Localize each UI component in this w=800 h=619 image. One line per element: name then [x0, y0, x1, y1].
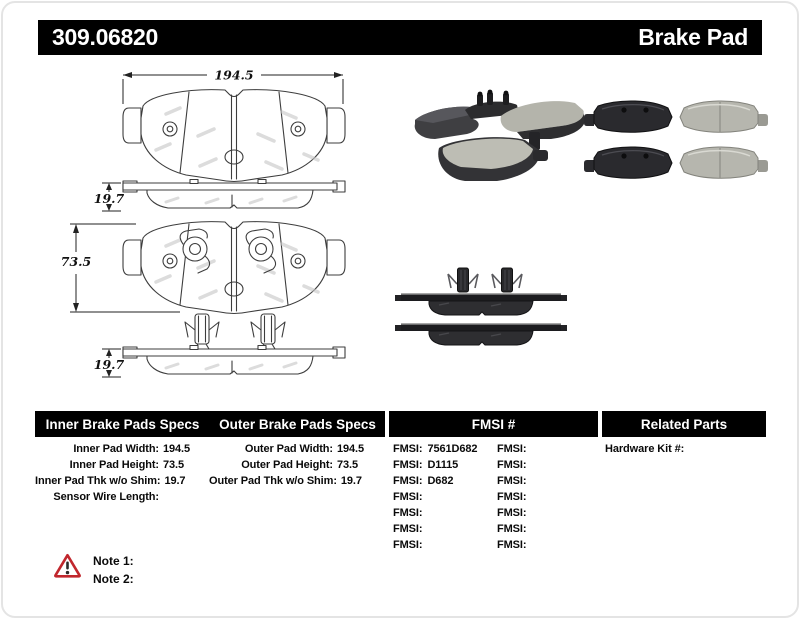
fmsi-label: FMSI:	[497, 443, 527, 455]
table-row	[497, 505, 597, 521]
table-row	[497, 457, 597, 473]
spec-label: Inner Pad Width:	[73, 443, 159, 455]
table-row	[605, 441, 765, 457]
fmsi-label: FMSI:	[393, 539, 423, 551]
hardware-kit-label: Hardware Kit #:	[605, 443, 685, 455]
photo-pads-edge	[395, 266, 567, 350]
pad-side-view-2	[123, 346, 345, 375]
spec-value: 194.5	[163, 443, 191, 455]
inner-specs-title: Inner Brake Pads Specs	[45, 416, 200, 432]
table-row	[393, 489, 493, 505]
pads-specs-header-bar	[35, 411, 385, 437]
fmsi-label: FMSI:	[393, 491, 423, 503]
fmsi-label: FMSI:	[393, 443, 423, 455]
dim-thickness-bottom	[94, 349, 125, 377]
fmsi-label: FMSI:	[393, 507, 423, 519]
table-row	[209, 473, 383, 489]
table-row	[497, 521, 597, 537]
table-row	[497, 489, 597, 505]
fmsi-label: FMSI:	[393, 459, 423, 471]
photo-pads-flat	[584, 88, 768, 186]
photo-pads-angled	[413, 86, 585, 200]
table-row	[209, 441, 383, 457]
spec-value: 73.5	[163, 459, 185, 471]
technical-drawing	[30, 62, 390, 392]
table-row	[393, 473, 493, 489]
outer-specs-title: Outer Brake Pads Specs	[219, 416, 376, 432]
dim-width-label: 194.5	[214, 67, 254, 83]
warning-triangle-icon	[54, 553, 81, 583]
dim-height-label: 73.5	[60, 254, 92, 269]
fmsi-label: FMSI:	[497, 491, 527, 503]
inner-specs-table	[35, 441, 209, 505]
sensor-clip-right	[251, 314, 285, 349]
fmsi-label: FMSI:	[393, 475, 423, 487]
spec-label: Outer Pad Width:	[244, 443, 333, 455]
fmsi-title: FMSI #	[471, 416, 516, 432]
spec-value: 19.7	[340, 475, 362, 487]
spec-value	[163, 489, 209, 505]
fmsi-table-col2	[497, 441, 597, 553]
table-row	[497, 537, 597, 553]
dim-thickness-top-label: 19.7	[93, 191, 125, 206]
pad-side-view	[123, 180, 345, 209]
spec-label: Inner Pad Height:	[69, 459, 159, 471]
spec-value: 19.7	[164, 475, 186, 487]
pad-front-view-sensors	[123, 222, 345, 314]
table-row	[35, 457, 209, 473]
dim-thickness-top	[94, 183, 125, 211]
fmsi-label: FMSI:	[497, 507, 527, 519]
dim-thickness-bottom-label: 19.7	[93, 357, 125, 372]
table-row	[393, 457, 493, 473]
table-row	[497, 441, 597, 457]
spec-label: Outer Pad Height:	[241, 459, 333, 471]
fmsi-table-col1	[393, 441, 493, 553]
note-1: Note 1:	[93, 554, 134, 568]
outer-specs-table	[209, 441, 383, 489]
sensor-clip-left	[185, 314, 219, 349]
related-parts-title: Related Parts	[640, 416, 728, 432]
table-row	[209, 457, 383, 473]
table-row	[393, 537, 493, 553]
table-row	[393, 441, 493, 457]
related-parts-table	[605, 441, 765, 457]
fmsi-label: FMSI:	[497, 475, 527, 487]
fmsi-label: FMSI:	[497, 459, 527, 471]
note-2: Note 2:	[93, 572, 134, 586]
spec-label: Sensor Wire Length:	[53, 491, 159, 503]
table-row	[35, 441, 209, 457]
fmsi-label: FMSI:	[497, 523, 527, 535]
pad-front-view	[123, 90, 345, 182]
related-parts-header-bar	[602, 411, 766, 437]
table-row	[497, 473, 597, 489]
product-title: Brake Pad	[638, 24, 748, 50]
table-row	[35, 473, 209, 489]
table-row	[35, 489, 209, 505]
spec-label: Inner Pad Thk w/o Shim:	[35, 475, 161, 487]
notes-block	[93, 552, 134, 588]
spec-value: 194.5	[337, 443, 365, 455]
fmsi-header-bar	[389, 411, 598, 437]
table-row	[393, 521, 493, 537]
fmsi-label: FMSI:	[393, 523, 423, 535]
spec-label: Outer Pad Thk w/o Shim:	[209, 475, 337, 487]
fmsi-value: D1115	[427, 459, 459, 471]
spec-value: 73.5	[337, 459, 359, 471]
fmsi-value: D682	[427, 475, 454, 487]
fmsi-value: 7561D682	[427, 443, 478, 455]
header-bar	[38, 20, 762, 55]
fmsi-label: FMSI:	[497, 539, 527, 551]
table-row	[393, 505, 493, 521]
part-number: 309.06820	[52, 24, 159, 50]
